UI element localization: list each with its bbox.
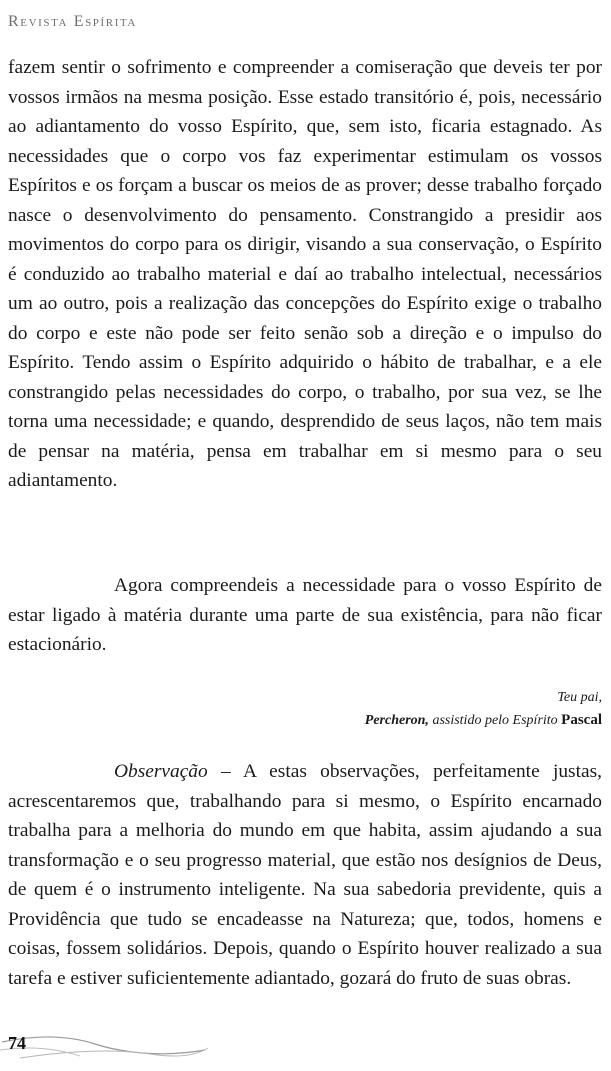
signature-name: Percheron,: [364, 713, 429, 728]
body-paragraph-2: Agora compreendeis a necessidade para o vosso Espírito de estar ligado à matéria durante uma parte de sua existência, para não ficar estacionário.: [8, 575, 602, 655]
observation-text: – A estas observações, perfeitamente justas, acrescentaremos que, trabalhando para si mesmo, o Espírito encarnado trabalha para a melhoria do mundo em que habita, assim ajudando a sua transformação e o seu progresso material, que estão nos desígnios de Deus, de quem é o instrumento inteligente. Na sua sabedoria previdente, quis a Providência que tudo se encadeasse na Natureza; que, todos, homens e coisas, fossem solidários. Depois, quando o Espírito houver realizado a sua tarefa e estiver suficientemente adiantado, gozará do fruto de suas obras.: [8, 761, 602, 989]
signature-spirit: Pascal: [561, 712, 602, 728]
footer-swash-ornament: [0, 1028, 210, 1068]
signature-block: [182, 712, 602, 729]
signature-assisted: assistido pelo Espírito: [432, 713, 558, 728]
running-head: Revista Espírita: [8, 13, 137, 30]
page-number: 74: [8, 1033, 26, 1053]
body-paragraph-1: fazem sentir o sofrimento e compreender a comiseração que deveis ter por vossos irmãos na mesma posição. Esse estado transitório é, pois, necessário ao adiantamento do vosso Espírito, que, sem isto, ficaria estagnado. As necessidades que o corpo vos faz experimentar estimulam os vossos Espíritos e os forçam a buscar os meios de as prover; desse trabalho forçado nasce o desenvolvimento do pensamento. Constrangido a presidir aos movimentos do corpo para os dirigir, visando a sua conservação, o Espírito é conduzido ao trabalho material e daí ao trabalho intelectual, necessários um ao outro, pois a realização das concepções do Espírito exige o trabalho do corpo e este não pode ser feito senão sob a direção e o impulso do Espírito. Tendo assim o Espírito adquirido o hábito de trabalhar, e a ele constrangido pelas necessidades do corpo, o trabalho, por sua vez, se lhe torna uma necessidade; e quando, desprendido de seus laços, não tem mais de pensar na matéria, pensa em trabalhar em si mesmo para o seu adiantamento.: [8, 57, 602, 491]
observation-paragraph: [8, 757, 602, 993]
observation-label: Observação: [114, 761, 208, 782]
signature-salutation: Teu pai,: [557, 690, 602, 705]
